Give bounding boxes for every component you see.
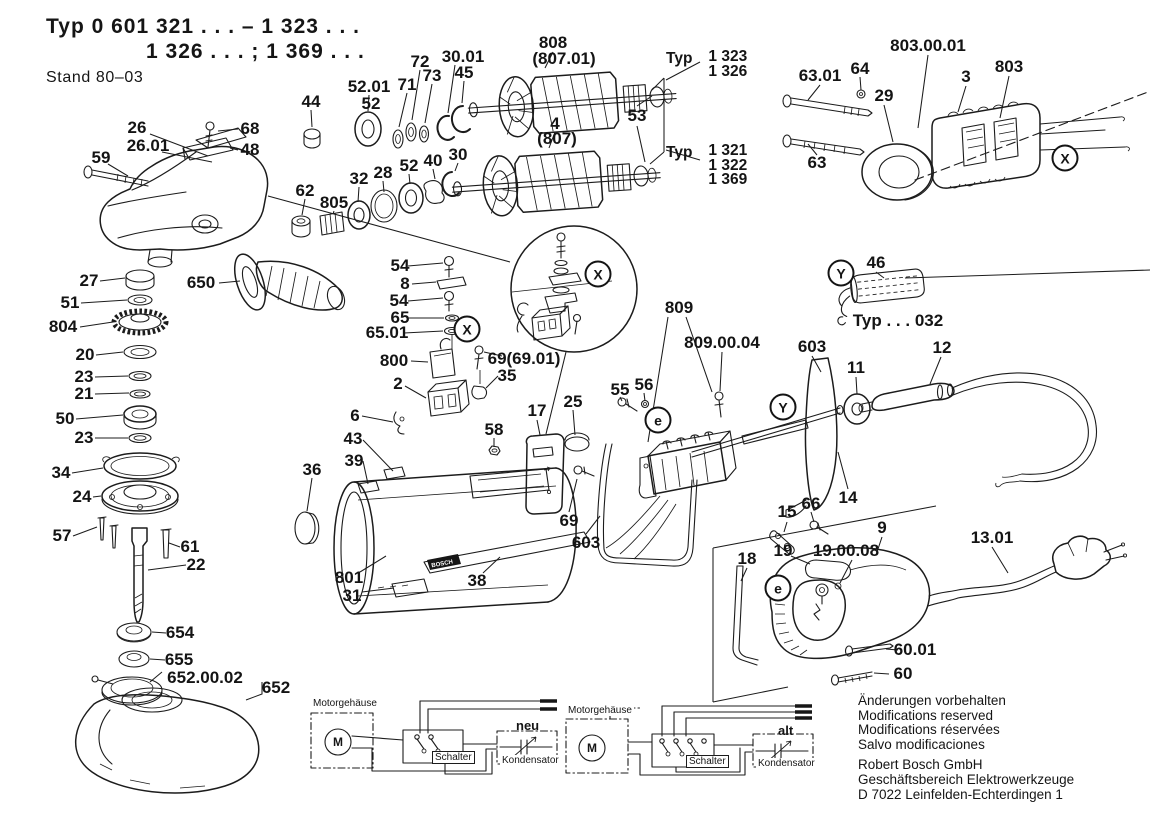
- note-line: Modifications reserved: [858, 707, 994, 723]
- part-label-59: 59: [91, 148, 111, 167]
- part-label-805: 805: [319, 193, 349, 212]
- part-label-56: 56: [634, 375, 654, 394]
- bearing-row-upper-drawing: [304, 106, 470, 148]
- part-label-69: 69: [559, 511, 579, 530]
- circuit2-housing-label: Motorgehäuse: [568, 705, 632, 716]
- part-label-48: 48: [240, 140, 260, 159]
- part-label-14: 14: [838, 488, 858, 507]
- part-label-22: 22: [186, 555, 206, 574]
- part-label-809: 809: [664, 298, 694, 317]
- part-label-807: (807): [537, 129, 577, 148]
- part-label-64: 64: [850, 59, 870, 78]
- part-label-32: 32: [349, 169, 369, 188]
- wiring-harness-drawing: [597, 444, 697, 566]
- part-label-804: 804: [48, 317, 78, 336]
- note-line: Modifications réservées: [858, 722, 1000, 738]
- part-label-60.01: 60.01: [893, 640, 937, 659]
- part-label-603: 603: [571, 533, 601, 552]
- side-handle-drawing: [229, 250, 348, 313]
- part-label-34: 34: [51, 463, 71, 482]
- part-label-603: 603: [797, 337, 827, 356]
- company-line: Robert Bosch GmbH: [858, 757, 983, 773]
- part-label-43: 43: [343, 429, 363, 448]
- part-label-800: 800: [379, 351, 409, 370]
- circuit1-capacitor-label: Kondensator: [502, 755, 559, 766]
- part-label-31: 31: [342, 586, 362, 605]
- part-label-807.01: (807.01): [532, 49, 596, 68]
- type-number: 1 321: [708, 142, 748, 159]
- part-label-23: 23: [74, 367, 94, 386]
- spindle-stack-drawing: [76, 270, 259, 793]
- part-label-35: 35: [497, 366, 517, 385]
- part-label-68: 68: [240, 119, 260, 138]
- part-label-X: X: [1052, 145, 1079, 172]
- part-label-6: 6: [350, 406, 360, 425]
- company-line: Geschäftsbereich Elektrowerkzeuge: [858, 771, 1075, 787]
- part-label-46: 46: [866, 253, 886, 272]
- part-label-50: 50: [55, 409, 75, 428]
- part-label-52: 52: [361, 94, 381, 113]
- part-label-24: 24: [72, 487, 92, 506]
- part-label-65: 65: [390, 308, 410, 327]
- part-label-25: 25: [563, 392, 583, 411]
- part-label-X: X: [454, 316, 481, 343]
- bosch-logo-text: BOSCH: [431, 559, 454, 570]
- part-label-30.01: 30.01: [441, 47, 485, 66]
- part-label-Y: Y: [770, 394, 797, 421]
- brush-detail-inset: [511, 226, 637, 352]
- part-label-655: 655: [164, 650, 194, 669]
- part-label-52: 52: [399, 156, 419, 175]
- part-label-6969.01: 69(69.01): [487, 349, 561, 368]
- part-label-11: 11: [847, 358, 865, 377]
- part-label-58: 58: [484, 420, 504, 439]
- circuit2-capacitor-label: Kondensator: [758, 758, 815, 769]
- switch-cover-drawing: [526, 433, 594, 514]
- part-label-8: 8: [400, 274, 410, 293]
- type-number: 1 323: [708, 48, 748, 65]
- part-label-e: e: [645, 407, 672, 434]
- part-label-52.01: 52.01: [347, 77, 391, 96]
- type-group-lower-label: Typ: [666, 144, 693, 161]
- note-line: Salvo modificaciones: [858, 736, 985, 752]
- part-label-2: 2: [393, 374, 403, 393]
- part-label-X: X: [585, 261, 612, 288]
- part-label-803.00.01: 803.00.01: [890, 36, 966, 55]
- part-label-44: 44: [301, 92, 321, 111]
- part-label-54: 54: [389, 291, 409, 310]
- note-line: Änderungen vorbehalten: [858, 693, 1006, 708]
- part-label-15: 15: [777, 502, 797, 521]
- part-label-808: 808: [538, 33, 568, 52]
- part-label-654: 654: [165, 623, 195, 642]
- part-label-28: 28: [373, 163, 393, 182]
- part-label-21: 21: [74, 384, 94, 403]
- part-label-36: 36: [302, 460, 322, 479]
- part-label-19: 19: [773, 541, 793, 560]
- type-number: 1 326: [708, 62, 748, 80]
- part-label-65.01: 65.01: [365, 323, 409, 342]
- type-range-line2: 1 326 . . . ; 1 369 . . .: [146, 40, 365, 63]
- part-label-45: 45: [454, 63, 474, 82]
- part-label-73: 73: [422, 66, 442, 85]
- part-label-63: 63: [807, 153, 827, 172]
- part-label-51: 51: [60, 293, 80, 312]
- part-label-19.00.08: 19.00.08: [812, 541, 880, 560]
- type-group-upper-label: Typ: [666, 50, 693, 67]
- stator-area-drawing: [783, 90, 1150, 278]
- part-label-809.00.04: 809.00.04: [684, 333, 760, 352]
- part-label-60: 60: [893, 664, 913, 683]
- part-label-29: 29: [874, 86, 894, 105]
- part-label-63.01: 63.01: [798, 66, 842, 85]
- part-label-801: 801: [334, 568, 364, 587]
- circuit2-variant-label: alt: [778, 723, 794, 738]
- type-group-lower: [666, 144, 747, 188]
- type-group-upper: [666, 50, 747, 79]
- part-label-4: 4: [550, 114, 560, 133]
- part-label-17: 17: [527, 401, 547, 420]
- type-number: 1 322: [708, 156, 748, 174]
- part-label-62: 62: [295, 181, 315, 200]
- part-label-803: 803: [994, 57, 1024, 76]
- type-range-line1: Typ 0 601 321 . . . – 1 323 . . .: [46, 15, 360, 38]
- part-label-55: 55: [610, 380, 630, 399]
- part-label-26: 26: [127, 118, 147, 137]
- type-number: 1 369: [708, 171, 748, 188]
- part-label-e: e: [765, 575, 792, 602]
- circuit1-housing-label: Motorgehäuse: [313, 698, 377, 709]
- part-label-71: 71: [397, 75, 417, 94]
- revision-date: Stand 80–03: [46, 69, 144, 86]
- part-label-72: 72: [410, 52, 430, 71]
- circuit2-switch-label: Schalter: [686, 755, 729, 768]
- part-label-54: 54: [390, 256, 410, 275]
- company-line: D 7022 Leinfelden-Echterdingen 1: [858, 786, 1063, 802]
- part-label-23: 23: [74, 428, 94, 447]
- circuit2-motor-label: M: [587, 741, 597, 755]
- part-label-3: 3: [961, 67, 971, 86]
- armature-lower-drawing: [450, 145, 662, 219]
- part-label-652: 652: [261, 678, 291, 697]
- part-label-57: 57: [52, 526, 72, 545]
- part-label-20: 20: [75, 345, 95, 364]
- part-label-61: 61: [180, 537, 200, 556]
- part-label-9: 9: [877, 518, 887, 537]
- part-label-26.01: 26.01: [126, 136, 170, 155]
- title-block: [46, 14, 365, 90]
- part-label-Y: Y: [828, 260, 855, 287]
- part-label-650: 650: [186, 273, 216, 292]
- circuit1-variant-label: neu: [516, 718, 540, 733]
- part-label-12: 12: [932, 338, 952, 357]
- part-label-38: 38: [467, 571, 487, 590]
- legal-block: [858, 694, 1074, 802]
- part-label-30: 30: [448, 145, 468, 164]
- part-label-66: 66: [801, 494, 821, 513]
- circuit1-switch-label: Schalter: [432, 751, 475, 764]
- part-label-652.00.02: 652.00.02: [167, 668, 243, 687]
- motor-housing-drawing: [295, 446, 590, 614]
- part-label-40: 40: [423, 151, 443, 170]
- part-label-53: 53: [627, 106, 647, 125]
- circuit1-motor-label: M: [333, 735, 343, 749]
- part-label-13.01: 13.01: [970, 528, 1014, 547]
- part-label-27: 27: [79, 271, 99, 290]
- part-label-18: 18: [737, 549, 757, 568]
- part-label-39: 39: [344, 451, 364, 470]
- part-label-Typ...032: Typ . . . 032: [852, 311, 944, 330]
